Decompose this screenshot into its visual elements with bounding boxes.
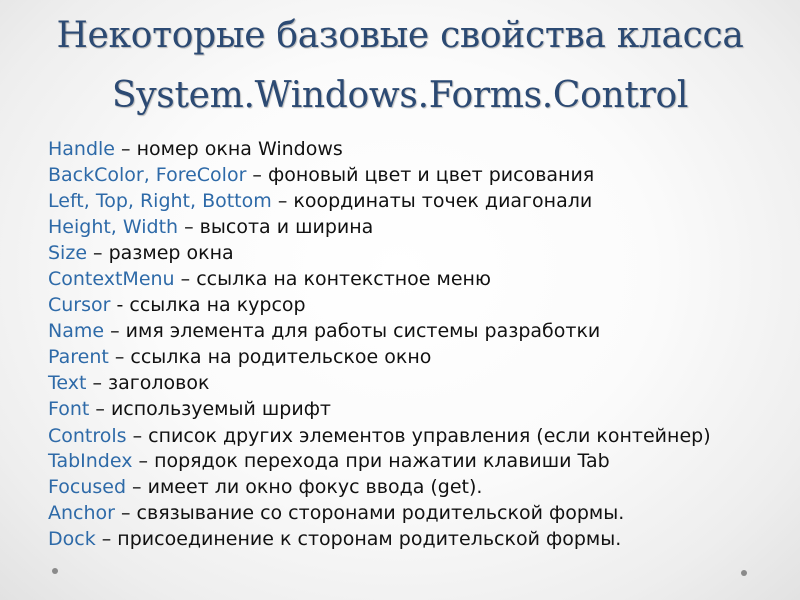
- list-item: [48, 162, 753, 188]
- list-item: [48, 240, 753, 266]
- slide-footer-dot-icon: [52, 568, 58, 574]
- property-description: – список других элементов управления (если контейнер): [126, 425, 711, 447]
- slide-title-line-1: Некоторые базовые свойства класса: [56, 15, 744, 56]
- property-name: Parent: [48, 346, 109, 368]
- slide-footer-dot-icon: [741, 570, 747, 576]
- property-name: Focused: [48, 476, 127, 498]
- property-name: Text: [48, 372, 87, 394]
- property-description: – имеет ли окно фокус ввода (get).: [126, 476, 483, 498]
- slide-title: [0, 6, 800, 126]
- list-item: [48, 370, 753, 396]
- property-description: – ссылка на родительское окно: [108, 346, 432, 368]
- property-description: – используемый шрифт: [89, 398, 332, 420]
- property-name: Cursor: [48, 294, 111, 316]
- list-item: [48, 344, 753, 370]
- property-description: – порядок перехода при нажатии клавиши Tab: [132, 450, 610, 472]
- property-name: Dock: [48, 528, 96, 550]
- property-name: Left, Top, Right, Bottom: [48, 190, 272, 212]
- list-item: [48, 188, 753, 214]
- list-item: [48, 292, 753, 318]
- property-description: - ссылка на курсор: [110, 294, 306, 316]
- property-description: – координаты точек диагонали: [271, 190, 593, 212]
- list-item: [48, 214, 753, 240]
- property-description: – заголовок: [86, 372, 210, 394]
- property-description: – ссылка на контекстное меню: [174, 268, 491, 290]
- property-description: – фоновый цвет и цвет рисования: [246, 164, 595, 186]
- property-description: – размер окна: [87, 242, 234, 264]
- property-description: – присоединение к сторонам родительской формы.: [95, 528, 622, 550]
- property-name: Height, Width: [48, 216, 179, 238]
- list-item: [48, 318, 753, 344]
- list-item: [48, 396, 753, 422]
- property-name: Size: [48, 242, 88, 264]
- list-item: [48, 422, 753, 448]
- property-name: BackColor, ForeColor: [48, 164, 247, 186]
- list-item: [48, 448, 753, 474]
- property-name: ContextMenu: [48, 268, 175, 290]
- property-description: – номер окна Windows: [115, 138, 343, 160]
- list-item: [48, 474, 753, 500]
- property-name: Anchor: [48, 502, 115, 524]
- list-item: [48, 500, 753, 526]
- list-item: [48, 526, 753, 552]
- property-name: TabIndex: [48, 450, 133, 472]
- property-name: Name: [48, 320, 105, 342]
- slide-title-line-2: System.Windows.Forms.Control: [111, 75, 689, 116]
- property-list: [48, 136, 753, 552]
- property-name: Controls: [48, 425, 127, 447]
- property-description: – имя элемента для работы системы разработки: [104, 320, 601, 342]
- property-description: – высота и ширина: [178, 216, 374, 238]
- list-item: [48, 136, 753, 162]
- property-name: Handle: [48, 138, 116, 160]
- property-description: – связывание со сторонами родительской формы.: [114, 502, 625, 524]
- list-item: [48, 266, 753, 292]
- property-name: Font: [48, 398, 90, 420]
